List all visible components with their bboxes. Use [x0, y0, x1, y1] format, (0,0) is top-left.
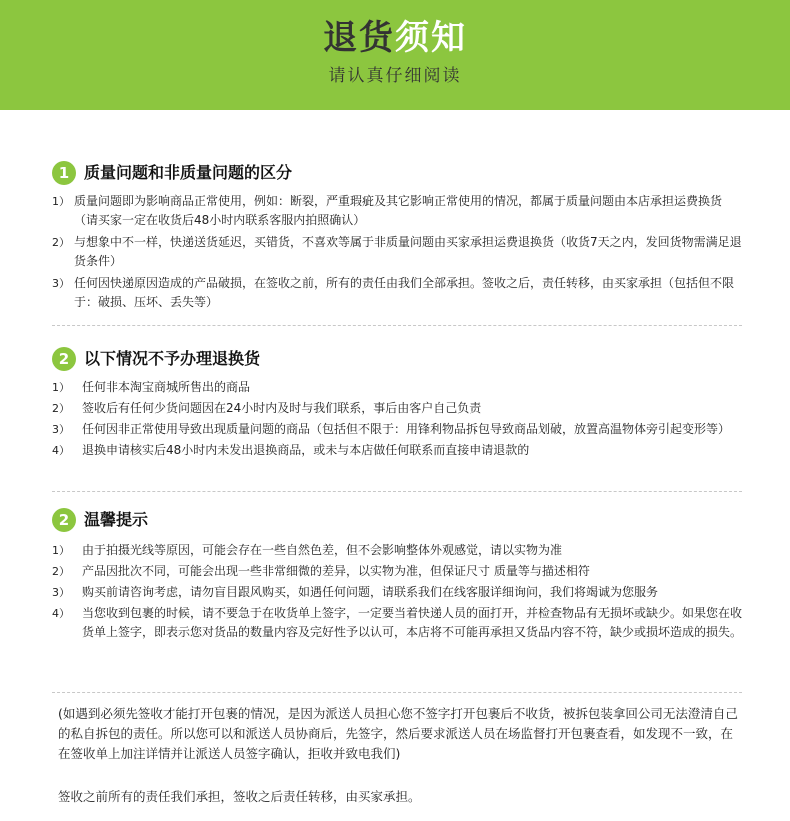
- item-text: 任何非本淘宝商城所售出的商品: [82, 380, 251, 394]
- section-title: 以下情况不予办理退换货: [84, 349, 261, 368]
- item-index: 4）: [52, 444, 70, 457]
- item-text: 由于拍摄光线等原因，可能会存在一些自然色差，但不会影响整体外观感觉，请以实物为准: [82, 543, 563, 557]
- banner-title-part1: 退货: [323, 18, 395, 58]
- list-item: [52, 420, 742, 439]
- item-index: 1）: [52, 544, 70, 557]
- section-divider: [52, 692, 742, 693]
- item-index: 2）: [52, 236, 70, 249]
- section-header: [52, 507, 742, 537]
- section-divider: [52, 325, 742, 326]
- section-header: [52, 346, 742, 376]
- item-index: 3）: [52, 586, 70, 599]
- item-index: 1）: [52, 381, 70, 394]
- section-header: [52, 160, 742, 190]
- item-text: 签收后有任何少货问题因在24小时内及时与我们联系，事后由客户自己负责: [82, 401, 482, 415]
- list-item: [52, 274, 742, 312]
- list-item: [52, 233, 742, 271]
- item-text: 与想象中不一样，快递送货延迟，买错货，不喜欢等属于非质量问题由买家承担运费退换货（收货7天之内，发回货物需满足退货条件）: [74, 235, 742, 268]
- item-text: 质量问题即为影响商品正常使用，例如：断裂，严重瑕疵及其它影响正常使用的情况，都属于质量问题由本店承担运费换货（请买家一定在收货后48小时内联系客服内拍照确认）: [74, 194, 723, 227]
- item-index: 1）: [52, 195, 70, 208]
- banner-title: [0, 18, 790, 58]
- list-item: [52, 378, 742, 397]
- list-item: [52, 583, 742, 602]
- list-item: [52, 541, 742, 560]
- banner-subtitle: 请认真仔细阅读: [328, 66, 462, 86]
- item-text: 产品因批次不同，可能会出现一些非常细微的差异，以实物为准，但保证尺寸 质量等与描述相符: [82, 564, 590, 578]
- item-text: 任何因快递原因造成的产品破损，在签收之前，所有的责任由我们全部承担。签收之后，责任转移，由买家承担（包括但不限于：破损、压坏、丢失等）: [74, 276, 735, 309]
- section-number-badge: 2: [52, 508, 76, 532]
- section-title: 质量问题和非质量问题的区分: [84, 163, 293, 182]
- section-quality-issues: [52, 160, 742, 312]
- section-no-return-cases: [52, 346, 742, 460]
- footer-statement: 签收之前所有的责任我们承担，签收之后责任转移，由买家承担。: [58, 789, 421, 804]
- item-index: 4）: [52, 607, 70, 620]
- item-text: 退换申请核实后48小时内未发出退换商品，或未与本店做任何联系而直接申请退款的: [82, 443, 530, 457]
- header-banner: [0, 0, 790, 110]
- section-tips: [52, 507, 742, 642]
- item-index: 3）: [52, 423, 70, 436]
- list-item: [52, 399, 742, 418]
- banner-title-part2: 须知: [395, 18, 467, 58]
- item-text: 当您收到包裹的时候，请不要急于在收货单上签字，一定要当着快递人员的面打开，并检查物品有无损坏或缺少。如果您在收货单上签字，即表示您对货品的数量内容及完好性予以认可，本店将不可能再承担又货品内容不符，缺少或损坏造成的损失。: [82, 606, 743, 639]
- section-divider: [52, 491, 742, 492]
- signing-note: (如遇到必须先签收才能打开包裹的情况，是因为派送人员担心您不签字打开包裹后不收货，被拆包装拿回公司无法澄清自己的私自拆包的责任。所以您可以和派送人员协商后，先签字，然后要求派送人员在场监督打开包裹查看，如发现不一致，在在签收单上加注详情并让派送人员签字确认，拒收并致电我们): [58, 706, 738, 761]
- item-index: 3）: [52, 277, 70, 290]
- list-item: [52, 562, 742, 581]
- item-text: 任何因非正常使用导致出现质量问题的商品（包括但不限于：用锋利物品拆包导致商品划破，放置高温物体旁引起变形等）: [82, 422, 731, 436]
- section-number-badge: 1: [52, 161, 76, 185]
- section-number-badge: 2: [52, 347, 76, 371]
- section-title: 温馨提示: [84, 510, 149, 529]
- list-item: [52, 604, 742, 642]
- list-item: [52, 441, 742, 460]
- list-item: [52, 192, 742, 230]
- item-index: 2）: [52, 565, 70, 578]
- item-index: 2）: [52, 402, 70, 415]
- item-text: 购买前请咨询考虑，请勿盲目跟风购买，如遇任何问题，请联系我们在线客服详细询问，我们将竭诚为您服务: [82, 585, 659, 599]
